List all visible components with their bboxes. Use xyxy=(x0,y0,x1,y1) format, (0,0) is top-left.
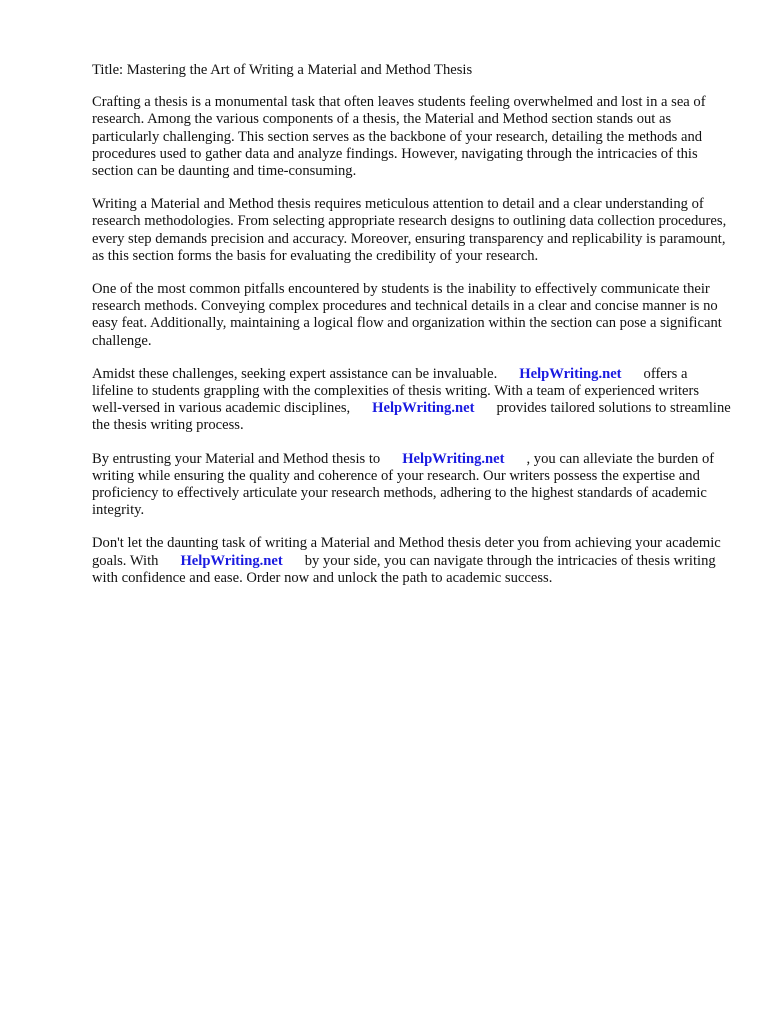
paragraph-4-text-a: Amidst these challenges, seeking expert assistance can be invaluable. xyxy=(92,365,498,382)
paragraph-5-text-a: By entrusting your Material and Method thesis to xyxy=(92,450,381,467)
paragraph-3: One of the most common pitfalls encountered by students is the inability to effectively communicate their research methods. Conveying complex procedures and technical details in a clear and concise manner is no easy feat. Additionally, maintaining a logical flow and organization within the section can pose a significant challenge. xyxy=(92,281,722,349)
paragraph-4-text-c: provides tailored solutions to streamline the thesis writing process. xyxy=(92,400,731,434)
document-title: Title: Mastering the Art of Writing a Material and Method Thesis xyxy=(92,62,473,78)
helpwriting-link[interactable]: HelpWriting.net xyxy=(402,450,505,467)
helpwriting-link[interactable]: HelpWriting.net xyxy=(180,552,283,569)
helpwriting-link[interactable]: HelpWriting.net xyxy=(372,400,475,417)
paragraph-6-text-a: Don't let the daunting task of writing a Material and Method thesis deter you from achieving your academic goals. With xyxy=(92,535,721,569)
paragraph-4 xyxy=(92,366,732,435)
paragraph-6 xyxy=(92,535,732,587)
paragraph-1: Crafting a thesis is a monumental task that often leaves students feeling overwhelmed and lost in a sea of research. Among the various components of a thesis, the Material and Method section stands out as particularly challenging. This section serves as the backbone of your research, detailing the methods and procedures used to gather data and analyze findings. However, navigating through the intricacies of this section can be daunting and time-consuming. xyxy=(92,94,706,180)
helpwriting-link[interactable]: HelpWriting.net xyxy=(519,365,622,382)
paragraph-2: Writing a Material and Method thesis requires meticulous attention to detail and a clear understanding of research methodologies. From selecting appropriate research designs to outlining data collection procedures, every step demands precision and accuracy. Moreover, ensuring transparency and replicability is paramount, as this section forms the basis for evaluating the credibility of your research. xyxy=(92,196,727,264)
paragraph-5-text-b: , you can alleviate the burden of writing while ensuring the quality and coherence of your research. Our writers possess the expertise and proficiency to effectively articulate your research methods, adhering to the highest standards of academic integrity. xyxy=(92,450,715,519)
paragraph-4-text-b: offers a lifeline to students grappling with the complexities of thesis writing. With a team of experienced writers well-versed in various academic disciplines, xyxy=(92,365,700,417)
paragraph-5 xyxy=(92,451,732,520)
paragraph-6-text-b: by your side, you can navigate through the intricacies of thesis writing with confidence and ease. Order now and unlock the path to academic success. xyxy=(92,552,716,586)
document-page xyxy=(92,62,732,603)
